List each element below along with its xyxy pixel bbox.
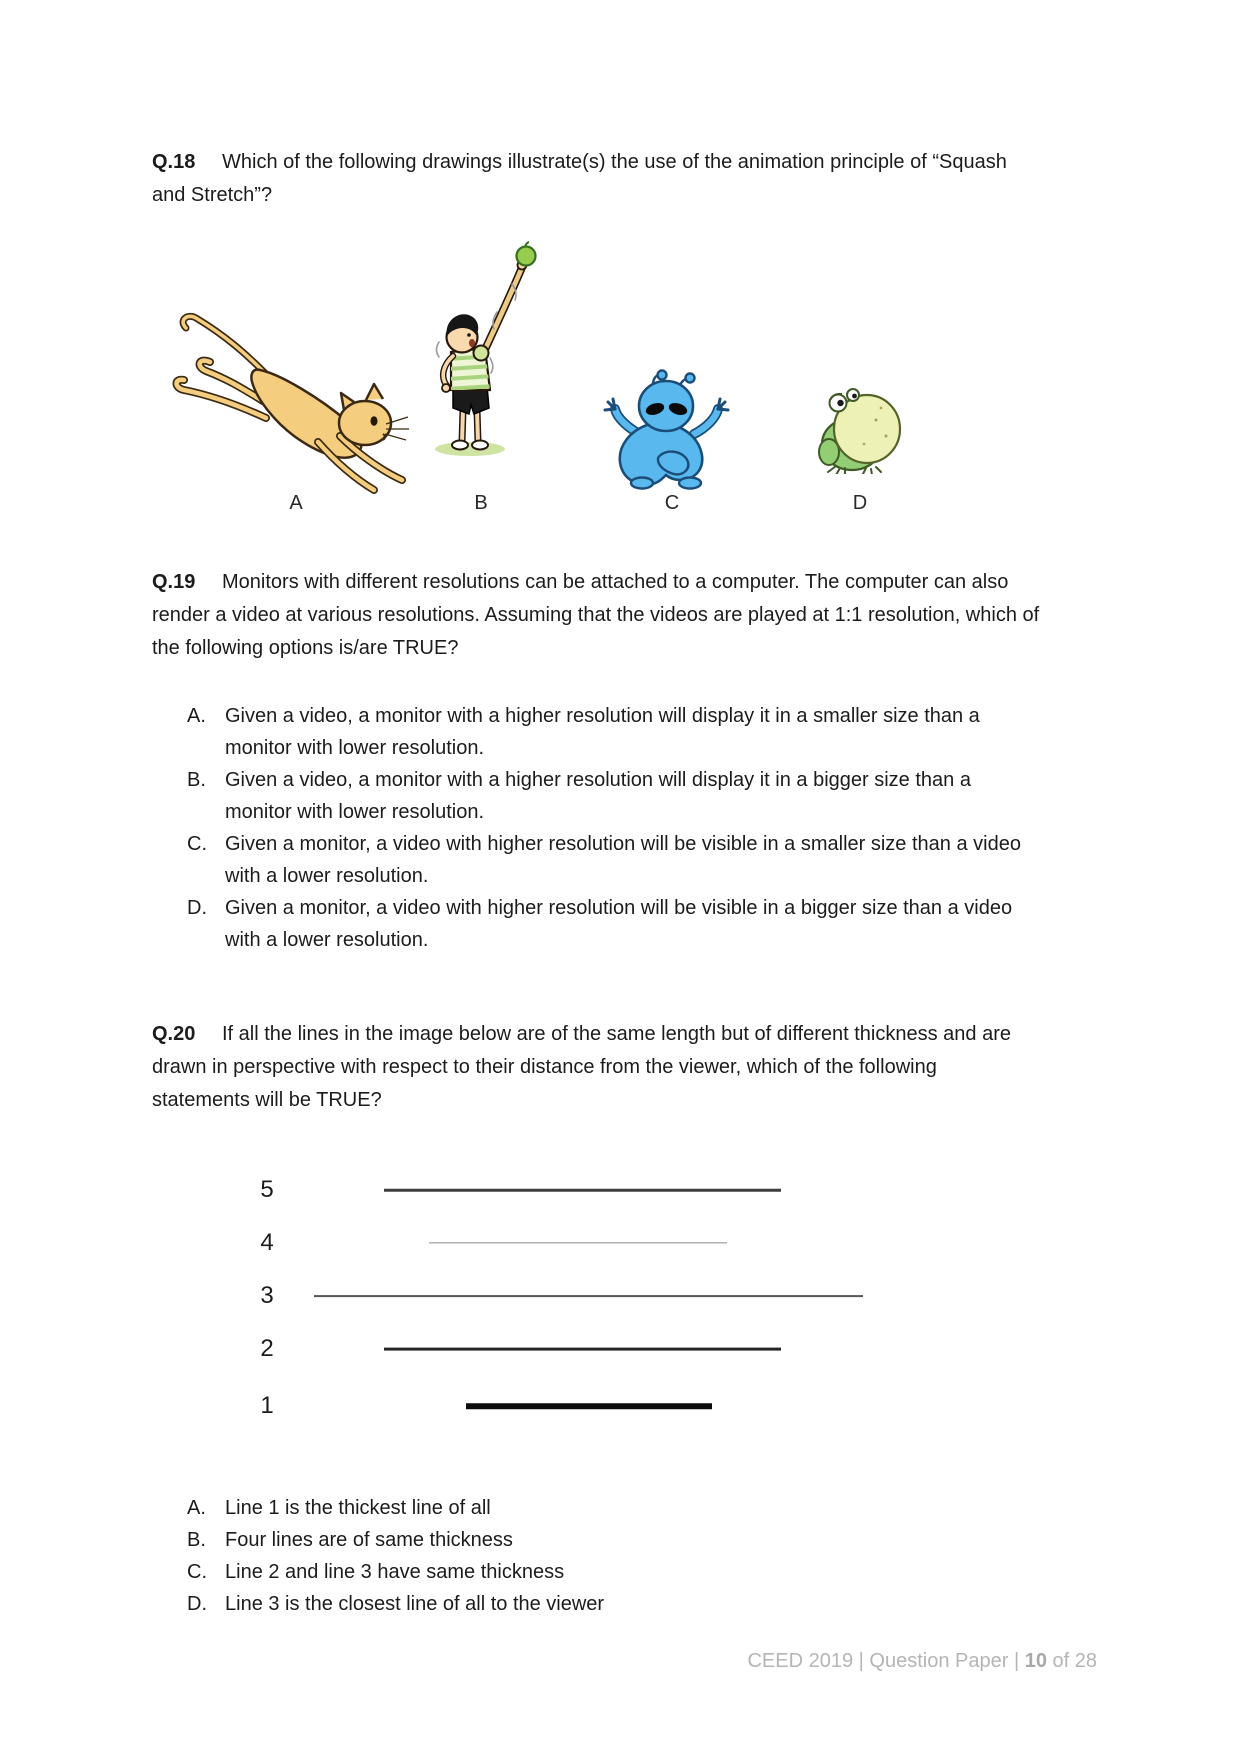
alien-drawing: [600, 366, 732, 490]
option-text: Line 2 and line 3 have same thickness: [225, 1561, 565, 1583]
option-d: [187, 892, 1107, 956]
diagram-line: [314, 1295, 863, 1297]
option-letter: B.: [187, 769, 206, 791]
boy-drawing: [424, 238, 546, 460]
option-a: [187, 700, 1107, 764]
question-19-line-3: the following options is/are TRUE?: [152, 637, 459, 659]
figure-label-d: D: [852, 492, 868, 514]
question-text: If all the lines in the image below are of the same length but of different thickness and are: [222, 1023, 1011, 1045]
option-text: [225, 700, 1107, 764]
question-18-line-1: [152, 146, 1097, 179]
diagram-line-number-label: 2: [260, 1335, 274, 1362]
figure-label-b: B: [474, 492, 488, 514]
question-18-number: Q.18: [152, 151, 196, 173]
diagram-line-number-label: 4: [260, 1229, 274, 1256]
option-letter: A.: [187, 705, 206, 727]
question-20: [152, 1018, 1097, 1117]
option-text-line: Given a video, a monitor with a higher resolution will display it in a bigger size than a: [225, 769, 971, 791]
question-19: [152, 566, 1097, 665]
option-text-line: with a lower resolution.: [225, 865, 429, 887]
option-letter: D.: [187, 897, 207, 919]
figure-d-squashed-frog-illustration: [814, 382, 906, 474]
option-a: [187, 1492, 1107, 1524]
cat-drawing: [168, 300, 410, 498]
option-c: [187, 1556, 1107, 1588]
diagram-line-number-label: 1: [260, 1392, 274, 1419]
question-18-line-2: and Stretch”?: [152, 184, 273, 206]
footer-prefix: CEED 2019 | Question Paper |: [747, 1650, 1025, 1672]
question-19-options: [187, 700, 1107, 956]
question-20-number: Q.20: [152, 1023, 196, 1045]
diagram-line-number-label: 3: [260, 1282, 274, 1309]
question-text: Which of the following drawings illustrate(s) the use of the animation principle of “Squash: [222, 151, 1007, 173]
question-19-line-1: [152, 566, 1097, 599]
option-text-line: monitor with lower resolution.: [225, 737, 484, 759]
question-20-line-3: statements will be TRUE?: [152, 1089, 382, 1111]
option-text-line: monitor with lower resolution.: [225, 801, 484, 823]
diagram-line-number-label: 5: [260, 1176, 274, 1203]
option-b: [187, 764, 1107, 828]
question-18: [152, 146, 1097, 212]
option-text-line: Given a monitor, a video with higher resolution will be visible in a bigger size than a video: [225, 897, 1013, 919]
option-text-line: Given a video, a monitor with a higher resolution will display it in a smaller size than a: [225, 705, 980, 727]
option-letter: B.: [187, 1529, 206, 1551]
option-text: [225, 828, 1107, 892]
question-19-line-2: render a video at various resolutions. Assuming that the videos are played at 1:1 resolution, which of: [152, 604, 1040, 626]
option-letter: C.: [187, 1561, 207, 1583]
option-c: [187, 828, 1107, 892]
footer-suffix: of 28: [1046, 1650, 1097, 1672]
page-footer: [747, 1650, 1097, 1673]
option-letter: A.: [187, 1497, 206, 1519]
option-text: Line 3 is the closest line of all to the viewer: [225, 1593, 605, 1615]
option-letter: D.: [187, 1593, 207, 1615]
option-text: [225, 764, 1107, 828]
option-b: [187, 1524, 1107, 1556]
question-20-line-2: drawn in perspective with respect to their distance from the viewer, which of the following: [152, 1056, 937, 1078]
figure-c-blue-alien-illustration: [600, 366, 732, 490]
option-text: [225, 892, 1107, 956]
option-d: [187, 1588, 1107, 1620]
question-text: Monitors with different resolutions can be attached to a computer. The computer can also: [222, 571, 1009, 593]
figure-a-stretched-cat-illustration: [168, 300, 410, 498]
figure-b-boy-stretched-arm-illustration: [424, 238, 546, 460]
option-text: Line 1 is the thickest line of all: [225, 1497, 491, 1519]
diagram-line: [429, 1242, 727, 1243]
figure-label-c: C: [664, 492, 680, 514]
cat-head: [339, 384, 409, 445]
figure-label-a: A: [289, 492, 303, 514]
option-text-line: Given a monitor, a video with higher resolution will be visible in a smaller size than a video: [225, 833, 1021, 855]
option-text-line: with a lower resolution.: [225, 929, 429, 951]
footer-page-number: 10: [1024, 1650, 1047, 1672]
option-text: Four lines are of same thickness: [225, 1529, 513, 1551]
question-20-line-1: [152, 1018, 1097, 1051]
question-20-options: [187, 1492, 1107, 1620]
diagram-line: [466, 1403, 712, 1409]
frog-drawing: [814, 382, 906, 474]
question-19-number: Q.19: [152, 571, 196, 593]
diagram-line: [384, 1189, 781, 1192]
option-letter: C.: [187, 833, 207, 855]
diagram-line: [384, 1348, 781, 1351]
